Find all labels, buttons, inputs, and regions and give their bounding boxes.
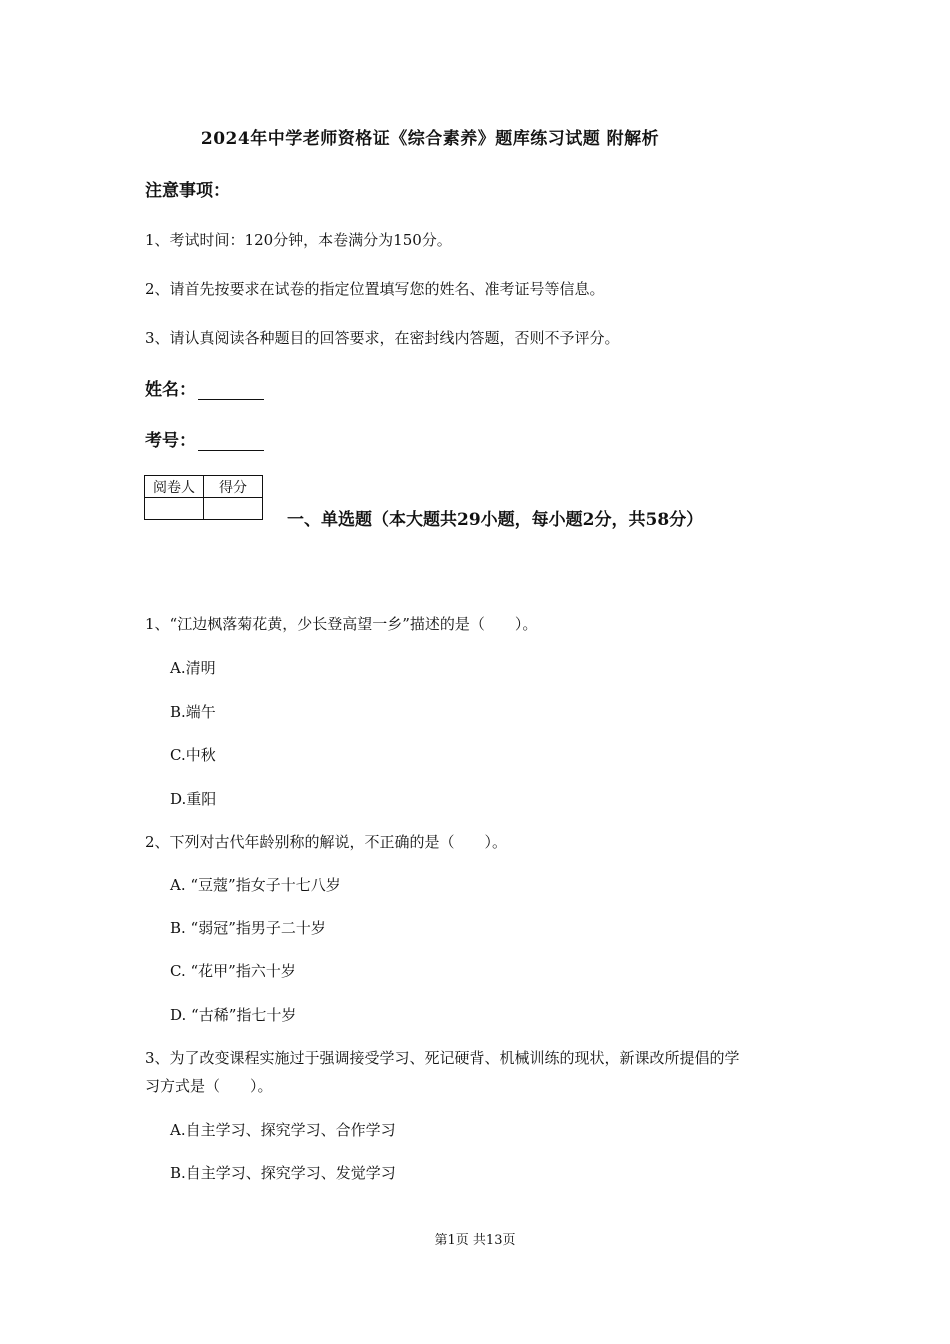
name-blank[interactable] bbox=[198, 381, 264, 400]
notice-item: 2、请首先按要求在试卷的指定位置填写您的姓名、准考证号等信息。 bbox=[145, 280, 605, 298]
option-item: A.清明 bbox=[170, 659, 216, 677]
option-item: B. “弱冠”指男子二十岁 bbox=[170, 919, 326, 937]
grader-cell[interactable] bbox=[145, 498, 204, 520]
exam-number-label: 考号： bbox=[145, 431, 196, 451]
section-heading: 一、单选题（本大题共29小题，每小题2分，共58分） bbox=[287, 510, 704, 530]
grader-header: 阅卷人 bbox=[145, 476, 204, 498]
exam-number-blank[interactable] bbox=[198, 432, 264, 451]
document-title: 2024年中学老师资格证《综合素养》题库练习试题 附解析 bbox=[200, 129, 660, 149]
page-footer: 第1页 共13页 bbox=[434, 1233, 516, 1248]
question-text: 3、为了改变课程实施过于强调接受学习、死记硬背、机械训练的现状，新课改所提倡的学 bbox=[145, 1049, 740, 1067]
score-cell[interactable] bbox=[204, 498, 263, 520]
grader-table bbox=[144, 475, 263, 520]
option-item: D. “古稀”指七十岁 bbox=[170, 1006, 297, 1024]
question-text: 2、下列对古代年龄别称的解说，不正确的是（ ）。 bbox=[145, 833, 508, 851]
option-item: C.中秋 bbox=[170, 746, 216, 764]
option-item: C. “花甲”指六十岁 bbox=[170, 962, 296, 980]
option-item: A.自主学习、探究学习、合作学习 bbox=[170, 1121, 396, 1139]
option-item: B.自主学习、探究学习、发觉学习 bbox=[170, 1164, 396, 1182]
notice-item: 3、请认真阅读各种题目的回答要求，在密封线内答题，否则不予评分。 bbox=[145, 329, 620, 347]
name-field bbox=[145, 375, 264, 400]
option-item: B.端午 bbox=[170, 703, 216, 721]
exam-number-field bbox=[145, 426, 264, 451]
question-text: 1、“江边枫落菊花黄，少长登高望一乡”描述的是（ ）。 bbox=[145, 615, 538, 633]
notice-heading: 注意事项： bbox=[145, 181, 230, 201]
question-text-continued: 习方式是（ ）。 bbox=[145, 1077, 273, 1095]
option-item: D.重阳 bbox=[170, 790, 217, 808]
option-item: A. “豆蔻”指女子十七八岁 bbox=[170, 876, 341, 894]
notice-item: 1、考试时间：120分钟，本卷满分为150分。 bbox=[145, 231, 452, 249]
score-header: 得分 bbox=[204, 476, 263, 498]
name-label: 姓名： bbox=[145, 380, 196, 400]
